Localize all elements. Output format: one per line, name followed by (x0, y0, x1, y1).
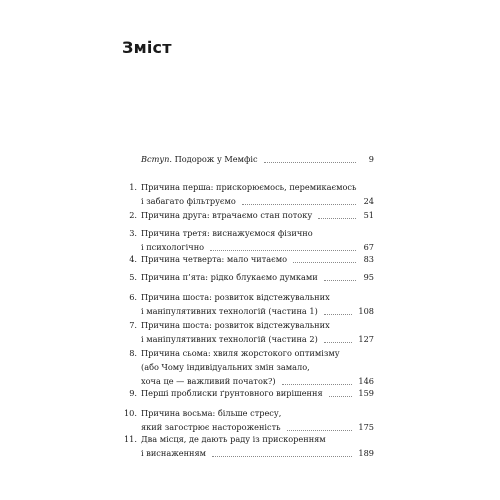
toc-page-number: 9 (368, 154, 374, 164)
toc-entry-title: і забагато фільтруємо (141, 196, 236, 206)
toc-entry[interactable] (122, 346, 374, 388)
toc-page-number: 189 (358, 448, 374, 458)
toc-page-number: 108 (358, 306, 374, 316)
dot-leader (329, 396, 353, 397)
toc-entry-prefix: Вступ. (141, 154, 175, 164)
toc-entry-title: і виснаженням (141, 448, 207, 458)
toc-page-number: 51 (363, 210, 374, 220)
toc-entry-number: 3. (129, 228, 137, 238)
toc-entry-title: Причина третя: виснажуємося фізично (141, 228, 313, 238)
toc-entry[interactable] (122, 180, 374, 208)
toc-entry-number: 6. (129, 292, 137, 302)
toc-entry-number: 1. (129, 182, 137, 192)
toc-entry-title: і маніпулятивних технологій (частина 2) (141, 334, 318, 344)
toc-page-number: 83 (363, 254, 374, 264)
toc-page-number: 24 (363, 196, 374, 206)
toc-entry-title: хоча це — важливий початок?) (141, 376, 276, 386)
toc-page-number: 175 (358, 422, 374, 432)
toc-entry[interactable] (122, 208, 374, 222)
toc-entry-number: 10. (123, 408, 137, 418)
toc-entry[interactable] (122, 226, 374, 254)
toc-entry[interactable] (122, 252, 374, 266)
toc-page-number: 127 (358, 334, 374, 344)
toc-entry-number: 4. (129, 254, 137, 264)
toc-entry-title: Причина шоста: розвиток відстежувальних (141, 292, 330, 302)
dot-leader (324, 342, 353, 343)
dot-leader (324, 314, 353, 315)
toc-entry-number: 9. (129, 388, 137, 398)
dot-leader (293, 262, 356, 263)
toc-entry-title: який загострює настороженість (141, 422, 281, 432)
toc-entry-title: Причина друга: втрачаємо стан потоку (141, 210, 313, 220)
toc-entry[interactable] (122, 432, 374, 460)
dot-leader (212, 456, 352, 457)
toc-entry-title: Причина шоста: розвиток відстежувальних (141, 320, 330, 330)
toc-entry-title: і психологічно (141, 242, 205, 252)
dot-leader (282, 384, 353, 385)
toc-entry[interactable] (122, 406, 374, 434)
toc-entry[interactable] (122, 386, 374, 400)
toc-entry-title: Причина восьма: більше стресу, (141, 408, 282, 418)
toc-entry-number: 2. (129, 210, 137, 220)
toc-entry-title: Причина перша: прискорюємось, перемикаємось (141, 182, 357, 192)
dot-leader (264, 162, 356, 163)
dot-leader (287, 430, 353, 431)
dot-leader (210, 250, 356, 251)
toc-entry-number: 5. (129, 272, 137, 282)
toc-entry-title: і маніпулятивних технологій (частина 1) (141, 306, 318, 316)
toc-page-number: 67 (363, 242, 374, 252)
toc-entry[interactable] (122, 318, 374, 346)
page-title: Зміст (122, 38, 172, 57)
toc-entry-title: Вступ. Подорож у Мемфіс (141, 154, 258, 164)
dot-leader (318, 218, 356, 219)
toc-entry-title: Причина п’ята: рідко блукаємо думками (141, 272, 318, 282)
toc-entry-number: 8. (129, 348, 137, 358)
toc-entry-number: 11. (123, 434, 137, 444)
toc-entry-number: 7. (129, 320, 137, 330)
toc-page-number: 146 (358, 376, 374, 386)
toc-entry-title: Два місця, де дають раду із прискоренням (141, 434, 326, 444)
toc-entry[interactable] (122, 290, 374, 318)
toc-entry[interactable] (122, 152, 374, 166)
toc-entry-title: (або Чому індивідуальних змін замало, (141, 362, 310, 372)
toc-entry-title: Причина сьома: хвиля жорстокого оптимізму (141, 348, 340, 358)
toc-page-number: 159 (358, 388, 374, 398)
toc-entry-title: Причина четверта: мало читаємо (141, 254, 288, 264)
toc-entry-title: Перші проблиски ґрунтовного вирішення (141, 388, 323, 398)
toc-page-number: 95 (363, 272, 374, 282)
dot-leader (324, 280, 356, 281)
dot-leader (242, 204, 356, 205)
toc-entry[interactable] (122, 270, 374, 284)
